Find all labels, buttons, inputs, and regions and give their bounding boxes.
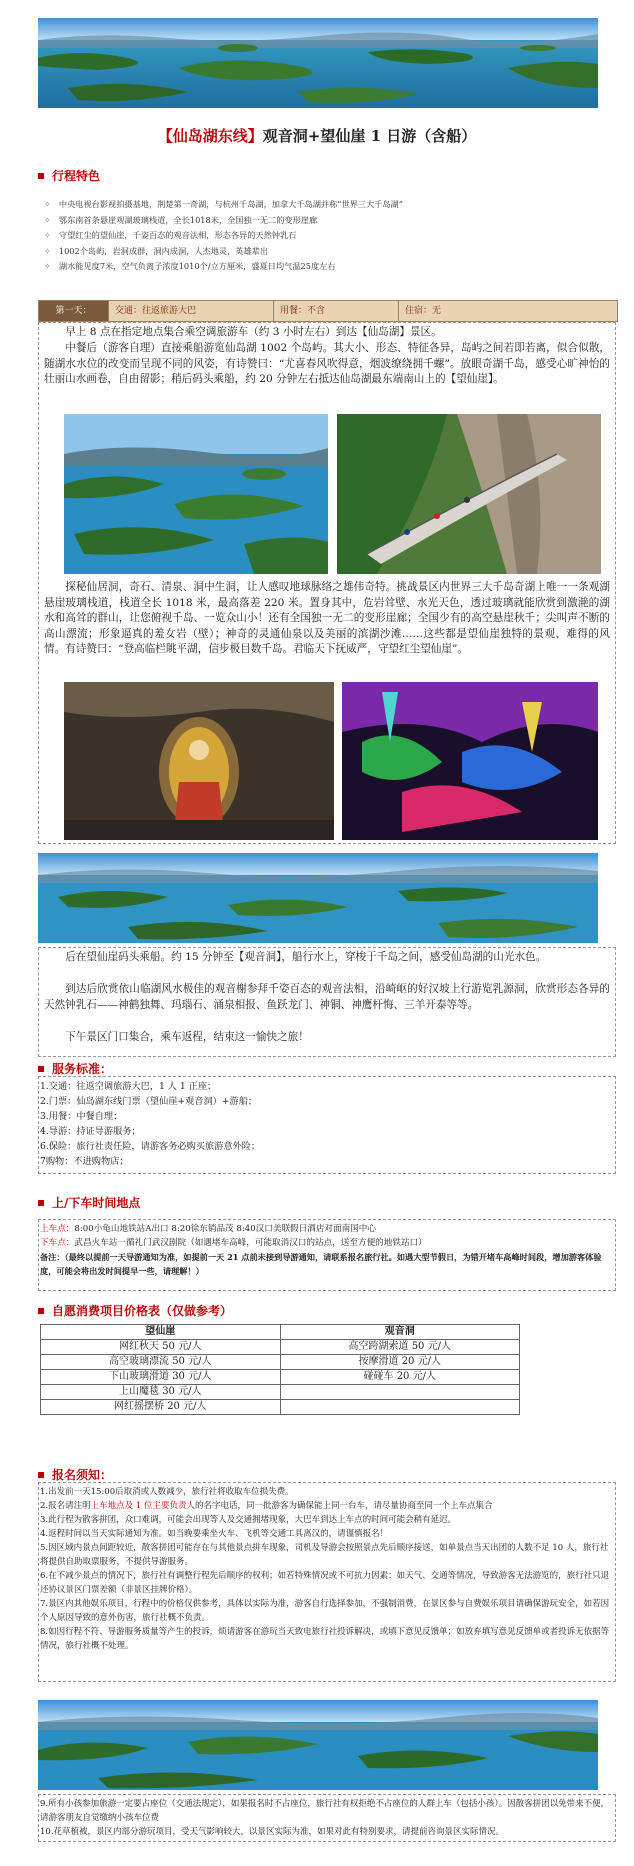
lake-banner-bottom — [38, 1700, 598, 1790]
red-square-icon — [38, 1308, 44, 1314]
diamond-bullet-icon: ✧ — [44, 245, 51, 256]
list-item: ✧ 中央电视台影视拍摄基地，荆楚第一奇湖，与杭州千岛湖，加拿大千岛湖并称“世界三大千岛湖” — [44, 199, 403, 209]
day-label: 第一天： — [39, 301, 108, 321]
list-item: ✧ 湖水能见度7米，空气负离子浓度1010个/立方厘米，盛夏日均气温25度左右 — [44, 261, 336, 271]
itinerary-p4: 后在望仙崖码头乘船。约 15 分钟至【观音洞】，船行水上，穿梭于千岛之间，感受仙岛湖的山光水色。 — [65, 951, 547, 963]
list-item: 4.导游：持证导游服务； — [40, 1126, 141, 1137]
itinerary-p6: 下午景区门口集合，乘车返程，结束这一愉快之旅！ — [65, 1031, 309, 1043]
service-list — [40, 1079, 614, 1169]
list-item: 6.保险：旅行社责任险，请游客务必购买旅游意外险； — [40, 1141, 261, 1152]
list-item: 10.花草植被，景区内部分游玩项目，受天气影响较大，以景区实际为准，如果对此有特别要求，请提前咨询景区实际情况。 — [40, 1827, 505, 1837]
list-item: 8.如因行程不符、导游服务质量等产生的投诉，烦请游客在游玩当天致电旅行社投诉解决，或填下意见反馈单；如放弃填写意见反馈单或者投诉无依据等情况，旅行社概不处理。 — [40, 1627, 610, 1651]
colorful-cave-photo — [342, 682, 598, 840]
itinerary-p2: 中餐后（游客自理）直接乘船游览仙岛湖 1002 个岛屿。其大小、形态、特征各异，岛屿之间若即若离，似合似散，随湖水水位的改变而呈现不同的风姿，有诗赞曰：“尤喜春风吹得意，烟波缭绕拥千螺”。放眼奇湖千岛，感受心旷神怡的壮丽山水画卷，自由留影；稍后码头乘船，约 20 分钟左右抵达仙岛湖最东端南山上的【望仙崖】。 — [44, 342, 610, 386]
title-rest: 观音洞+望仙崖 1 日游（含船） — [262, 127, 477, 145]
cliff-walkway-photo — [337, 414, 601, 574]
itinerary-p1: 早上 8 点在指定地点集合乘空调旅游车（约 3 小时左右）到达【仙岛湖】景区。 — [65, 326, 442, 338]
notes-list-2 — [40, 1797, 614, 1839]
features-heading: 行程特色 — [38, 167, 100, 184]
red-square-icon — [38, 1472, 44, 1478]
day-stay: 住宿：无 — [398, 301, 617, 321]
red-square-icon — [38, 1066, 44, 1072]
diamond-bullet-icon: ✧ — [44, 214, 51, 225]
column-header: 望仙崖 — [41, 1325, 281, 1340]
list-item: 1.交通：往返空调旅游大巴，1 人 1 正座； — [40, 1081, 217, 1092]
day-one-bar — [38, 300, 618, 322]
pickup-note: 备注：（最终以提前一天导游通知为准，如提前一天 21 点前未接到导游通知，请联系报名旅行社。如遇大型节假日，为错开堵车高峰时间段，增加游客体验度，可能会将出发时间提早一些，请理解！） — [40, 1252, 602, 1276]
list-item: 7.景区内其他娱乐项目，行程中的价格仅供参考，具体以实际为准，游客自行选择参加，不强制消费，在景区参与自费娱乐项目请确保游玩安全，如若因个人原因导致的意外伤害，旅行社概不负责。 — [40, 1599, 610, 1623]
pickup-down-text: 武昌火车站一循礼门武汉剧院（如遇堵车高峰，可能取消汉口的站点，送至方便的地铁站口） — [74, 1238, 427, 1248]
list-item: 3.用餐：中餐自理； — [40, 1111, 123, 1122]
title-bracket: 【仙岛湖东线】 — [157, 127, 263, 145]
features-list — [44, 197, 604, 275]
notes-heading: 报名须知： — [38, 1466, 112, 1483]
column-header: 观音洞 — [280, 1325, 520, 1340]
list-item: 6.在不减少景点的情况下，旅行社有调整行程先后顺序的权利；如若特殊情况或不可抗力因素：如天气、交通等情况，导致游客无法游览的，旅行社只退还协议景区门票差额（非景区挂牌价格）。 — [40, 1571, 610, 1595]
lake-aerial-photo — [64, 414, 328, 574]
pickup-heading: 上/下车时间地点 — [38, 1194, 140, 1211]
diamond-bullet-icon: ✧ — [44, 230, 51, 240]
table-row: 网红秋天 50 元/人 高空跨湖索道 50 元/人 — [41, 1340, 520, 1355]
price-table — [40, 1324, 520, 1415]
diamond-bullet-icon: ✧ — [44, 199, 51, 209]
guanyin-statue-photo — [64, 682, 334, 840]
list-item: ✧ 守望红尘的望仙崖，千姿百态的观音法相，形态各异的天然钟乳石 — [44, 230, 297, 240]
list-item: 2.门票：仙岛湖东线门票（望仙崖+观音洞）+游船； — [40, 1096, 258, 1107]
red-square-icon — [38, 1200, 44, 1206]
table-row: 下山玻璃滑道 30 元/人 碰碰车 20 元/人 — [41, 1370, 520, 1385]
table-header-row — [41, 1325, 520, 1340]
page-title — [0, 125, 634, 146]
table-row: 网红摇摆桥 20 元/人 — [41, 1400, 520, 1415]
list-item: 7购物：不进购物店； — [40, 1156, 129, 1167]
day-meals: 用餐：不含 — [273, 301, 398, 321]
lake-banner-top — [38, 18, 598, 108]
list-item: ✧ 鄂东南首条悬崖观湖玻璃栈道，全长1018米，全国独一无二的变形崖廊 — [44, 214, 318, 225]
pickup-up-label: 上车点： — [40, 1224, 75, 1234]
day-transport: 交通：往返旅游大巴 — [108, 301, 273, 321]
pickup-up-text: 8:00小龟山地铁站A出口 8:20徐东销品茂 8:40汉口美联假日酒店对面南国中心 — [74, 1224, 376, 1234]
list-item: 2.报名请注明上车地点及 1 位主要负责人的名字电话，同一批游客为确保能上同一台车，请尽量协商至同一个上车点集合 — [40, 1501, 493, 1511]
itinerary-p5: 到达后欣赏依山临湖风水极佳的观音榭参拜千姿百态的观音法相，沿崎岖的好汉坡上行游览乳源洞，欣赏形态各异的天然钟乳石——神鹤独舞、玛瑙石、涌泉相报、鱼跃龙门、神铜、神鹰杆悔、三羊开泰等等。 — [44, 983, 610, 1011]
pickup-down-label: 下车点： — [40, 1238, 75, 1248]
list-item: 1.出发前一天15:00后取消或人数减少，旅行社将收取车位损失费。 — [40, 1487, 294, 1497]
table-row: 上山魔毯 30 元/人 — [41, 1385, 520, 1400]
diamond-bullet-icon: ✧ — [44, 261, 51, 271]
service-heading: 服务标准： — [38, 1060, 112, 1077]
list-item: ✧ 1002个岛屿，岩洞成群，洞内成洞，人杰地灵，英雄辈出 — [44, 245, 269, 256]
list-item: 5.因区域内景点间距较近，散客拼团可能存在与其他景点拼车现象，司机及导游会按照景点先后顺序接送，如单景点当天出团的人数不足 10 人，旅行社将提供自助取票服务，不提供导游服务。 — [40, 1543, 609, 1567]
list-item: 9.所有小孩参加旅游一定要占座位（交通法规定），如果报名时不占座位，旅行社有权拒绝不占座位的人群上车（包括小孩）。因散客拼团以免带来不便，请游客朋友自觉缴纳小孩车位费 — [40, 1799, 610, 1823]
lake-banner-middle — [38, 853, 598, 943]
itinerary-p3: 探秘仙居洞，奇石、清泉、洞中生洞，让人感叹地球脉络之雄伟奇特。挑战景区内世界三大千岛奇湖上唯一一条观湖悬崖玻璃栈道，栈道全长 1018 米，最高落差 220 米。置身其中，危岩耸壁、水光天色，透过玻璃就能欣赏到激滟的湖水和高耸的群山，让您俯视千岛、一览众山小！还有全国独一无二的变形崖廊；全国少有的高空悬崖秋千；尖叫声不断的高山漂流；形象逼真的羞女岩（壁）；神奇的灵通仙泉以及美丽的滨湖沙滩……这些都是望仙崖独特的景观、难得的风情。有诗赞曰：“登高临栏眺平湖，信步极目数千岛。君临天下抚威严，守望红尘望仙崖”。 — [44, 581, 610, 656]
pickup-info — [40, 1222, 614, 1278]
list-item: 3.此行程为散客拼团，众口难调，可能会出现等人及交通拥堵现象，大巴车到达上车点的时间可能会稍有延迟。 — [40, 1515, 457, 1525]
list-item: 4.返程时间以当天实际通知为准。如当晚要乘坐火车、飞机等交通工具离汉的，请谨慎报名！ — [40, 1529, 389, 1539]
red-square-icon — [38, 173, 44, 179]
table-row: 高空玻璃漂流 50 元/人 按摩滑道 20 元/人 — [41, 1355, 520, 1370]
price-heading: 自愿消费项目价格表（仅做参考） — [38, 1302, 232, 1319]
notes-list — [40, 1485, 614, 1653]
